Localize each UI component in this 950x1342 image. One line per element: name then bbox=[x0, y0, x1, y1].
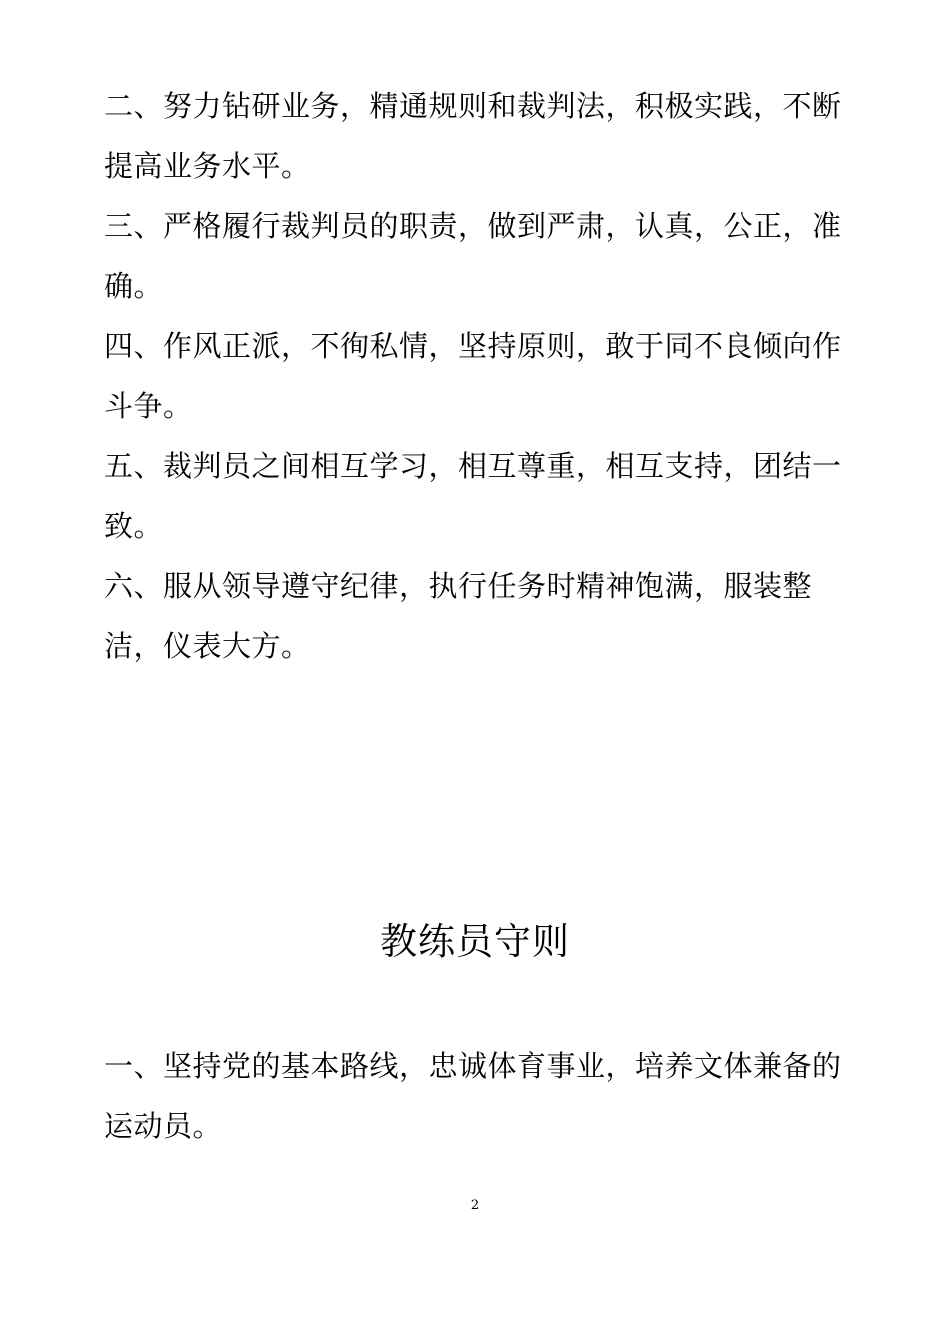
page-number: 2 bbox=[470, 1198, 480, 1213]
rule-paragraph-3: 三、严格履行裁判员的职责，做到严肃，认真，公正，准确。 bbox=[104, 209, 842, 303]
rule-paragraph-4: 四、作风正派，不徇私情，坚持原则，敢于同不良倾向作斗争。 bbox=[104, 329, 842, 423]
rule-paragraph-6: 六、服从领导遵守纪律，执行任务时精神饱满，服装整洁，仪表大方。 bbox=[104, 569, 813, 663]
rule-paragraph-5: 五、裁判员之间相互学习，相互尊重，相互支持，团结一致。 bbox=[104, 449, 842, 543]
section-title: 教练员守则 bbox=[380, 920, 570, 963]
rule-paragraph-2: 二、努力钻研业务，精通规则和裁判法，积极实践，不断提高业务水平。 bbox=[104, 89, 842, 183]
coach-rule-paragraph-1: 一、坚持党的基本路线，忠诚体育事业，培养文体兼备的运动员。 bbox=[104, 1049, 842, 1143]
